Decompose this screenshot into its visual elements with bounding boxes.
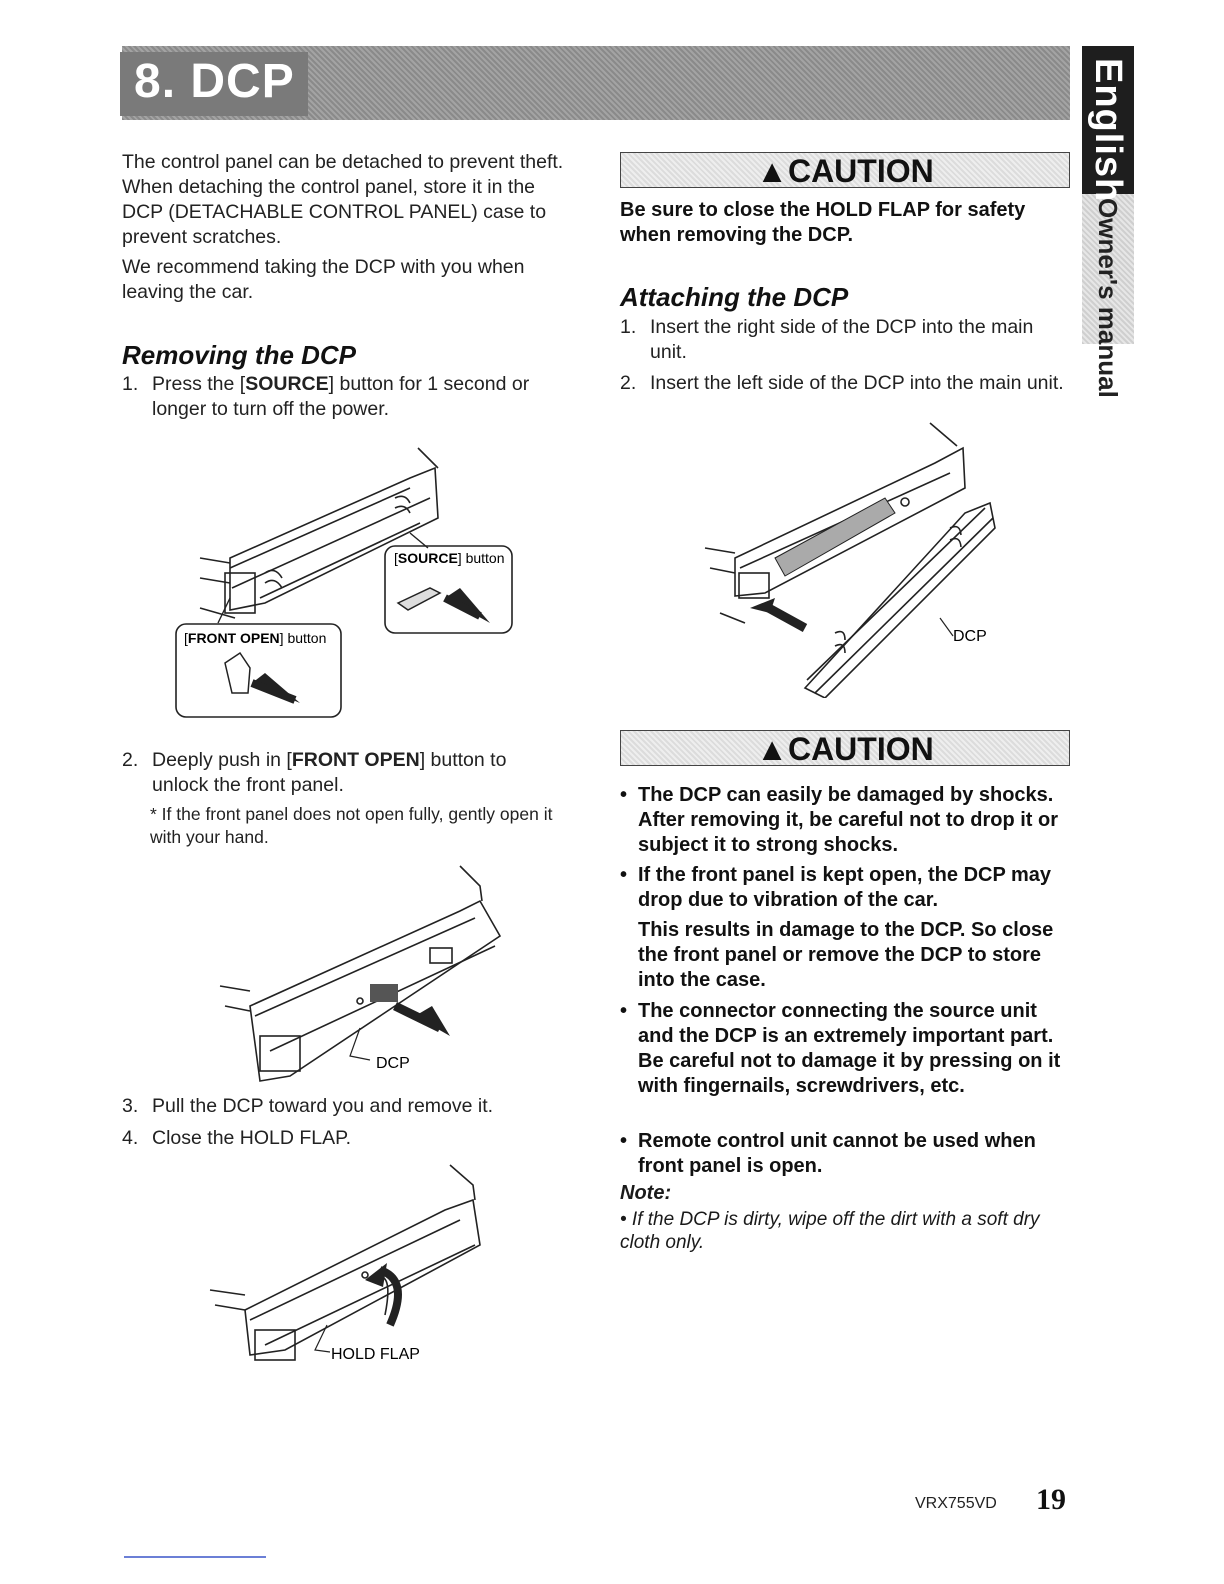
step-text: Close the HOLD FLAP. — [152, 1127, 352, 1149]
removing-heading: Removing the DCP — [122, 340, 357, 370]
caution-bullet-2-continued: This results in damage to the DCP. So close the front panel or remove the DCP to store into the case. — [638, 919, 1054, 991]
intro-paragraph-2: We recommend taking the DCP with you when leaving the car. — [122, 256, 525, 303]
source-button-callout: [SOURCE] button — [394, 550, 505, 566]
caution-bullet-4: • Remote control unit cannot be used when front panel is open. — [620, 1130, 1036, 1177]
step-text-pre: Press the [ — [152, 373, 246, 395]
hold-flap-label: HOLD FLAP — [331, 1346, 420, 1363]
removing-step-2-note: * If the front panel does not open fully, gently open it with your hand. — [150, 804, 553, 847]
step-number: 2. — [620, 372, 637, 394]
caution-label: CAUTION — [787, 731, 934, 767]
step-text: Insert the left side of the DCP into the main unit. — [650, 372, 1064, 394]
caution-bullet-2: • If the front panel is kept open, the DCP may drop due to vibration of the car. — [620, 864, 1052, 911]
note-label: Note: — [620, 1182, 672, 1204]
figure-dcp-attach — [695, 418, 1005, 698]
removing-step-4 — [122, 1126, 567, 1151]
attaching-step-1 — [620, 315, 1070, 365]
front-open-button-callout: [FRONT OPEN] button — [184, 630, 327, 646]
step-text-pre: Deeply push in [ — [152, 749, 292, 771]
step-key: SOURCE — [245, 373, 329, 395]
step-key: FRONT OPEN — [291, 749, 420, 771]
note-text: • If the DCP is dirty, wipe off the dirt with a soft dry cloth only. — [620, 1209, 1040, 1253]
caution-banner-2 — [620, 730, 1070, 766]
intro-paragraph-1: The control panel can be detached to prevent theft. When detaching the control panel, store it in the DCP (DETACHABLE CONTROL PANEL) case to prevent scratches. — [122, 151, 564, 248]
model-number: VRX755VD — [915, 1495, 997, 1512]
dcp-label: DCP — [953, 628, 987, 645]
step-number: 4. — [122, 1127, 139, 1149]
attaching-step-2 — [620, 371, 1070, 396]
step-text: Pull the DCP toward you and remove it. — [152, 1095, 494, 1117]
step-number: 1. — [122, 373, 139, 395]
caution-1-text: Be sure to close the HOLD FLAP for safety when removing the DCP. — [620, 199, 1026, 246]
language-tab-label: English — [1087, 58, 1129, 203]
dcp-label: DCP — [376, 1055, 410, 1072]
manual-tab-label: Owner's manual — [1093, 198, 1123, 398]
removing-step-1 — [122, 372, 567, 422]
step-number: 3. — [122, 1095, 139, 1117]
caution-label: CAUTION — [787, 153, 934, 189]
step-text-post: ] button to unlock the front panel. — [152, 749, 507, 796]
caution-banner-1 — [620, 152, 1070, 188]
removing-step-2 — [122, 748, 567, 798]
page-title: 8. DCP — [134, 55, 295, 108]
caution-bullet-1: • The DCP can easily be damaged by shocks. After removing it, be careful not to drop it or subject it to strong shocks. — [620, 784, 1059, 856]
figure-dcp-removal — [210, 856, 520, 1091]
warning-triangle-icon: ▲ — [756, 153, 788, 189]
warning-triangle-icon: ▲ — [756, 731, 788, 767]
step-text: Insert the right side of the DCP into the main unit. — [650, 316, 1034, 363]
footer-rule — [124, 1556, 266, 1558]
step-number: 2. — [122, 749, 139, 771]
attaching-heading: Attaching the DCP — [620, 282, 849, 312]
step-text-post: ] button for 1 second or longer to turn off the power. — [152, 373, 530, 420]
removing-step-3 — [122, 1094, 567, 1119]
step-number: 1. — [620, 316, 637, 338]
figure-source-button — [170, 438, 520, 723]
caution-bullet-3: • The connector connecting the source unit and the DCP is an extremely important part. Be careful not to damage it by pressing on it with fingernails, screwdrivers, etc. — [620, 1000, 1061, 1097]
page-number: 19 — [1036, 1483, 1066, 1516]
figure-hold-flap — [205, 1155, 495, 1370]
